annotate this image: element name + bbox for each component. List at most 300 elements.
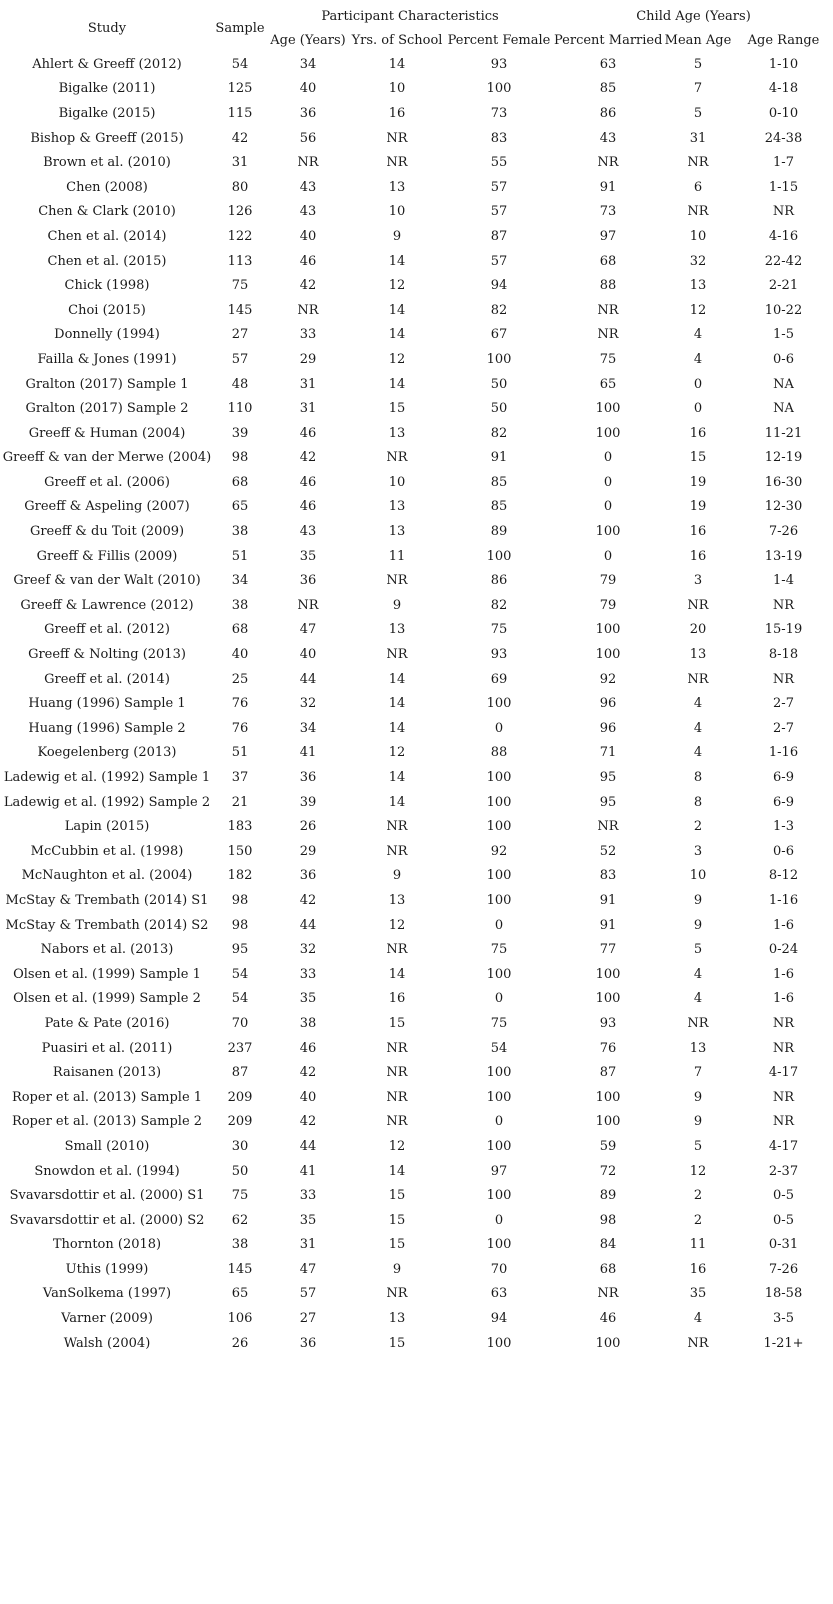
age-range-cell: 1-6 xyxy=(773,991,794,1007)
study-cell: VanSolkema (1997) xyxy=(42,1286,172,1302)
age-range-cell: 13-19 xyxy=(764,548,803,564)
mean-age-cell: NR xyxy=(687,1335,709,1351)
table-row xyxy=(0,372,833,397)
mean-age-cell: 5 xyxy=(693,1138,703,1154)
sample-cell: 62 xyxy=(231,1212,249,1228)
female-cell: 100 xyxy=(486,770,512,786)
age-cell: 42 xyxy=(299,1065,317,1081)
married-cell: 0 xyxy=(603,548,613,564)
study-cell: Chen et al. (2015) xyxy=(47,253,167,269)
school-cell: 12 xyxy=(388,351,406,367)
sample-cell: 65 xyxy=(231,499,249,515)
school-cell: NR xyxy=(386,1114,408,1130)
female-cell: 0 xyxy=(494,1212,504,1228)
school-cell: 9 xyxy=(392,597,402,613)
married-cell: 43 xyxy=(599,130,617,146)
age-range-cell: NR xyxy=(772,671,795,687)
school-cell: 14 xyxy=(388,56,406,72)
age-range-cell: 3-5 xyxy=(773,1311,794,1327)
school-cell: 13 xyxy=(388,499,406,515)
age-cell: 42 xyxy=(299,278,317,294)
sample-cell: 122 xyxy=(227,228,253,244)
sample-cell: 57 xyxy=(231,351,249,367)
married-cell: 83 xyxy=(599,868,617,884)
age-range-cell: 16-30 xyxy=(764,474,803,490)
female-cell: 0 xyxy=(494,991,504,1007)
married-cell: 75 xyxy=(599,351,617,367)
mean-age-cell: 5 xyxy=(693,56,703,72)
study-cell: Greeff & Fillis (2009) xyxy=(36,548,178,564)
female-cell: 100 xyxy=(486,1089,512,1105)
female-cell: 86 xyxy=(490,573,508,589)
table-row xyxy=(0,396,833,421)
mean-age-cell: 4 xyxy=(693,327,703,343)
age-range-cell: 0-6 xyxy=(773,351,794,367)
age-range-cell: NR xyxy=(772,204,795,220)
table-row xyxy=(0,1085,833,1110)
age-cell: 35 xyxy=(299,548,317,564)
school-cell: 14 xyxy=(388,794,406,810)
age-range-cell: 1-21+ xyxy=(763,1335,804,1351)
female-cell: 100 xyxy=(486,892,512,908)
age-cell: 33 xyxy=(299,327,317,343)
school-cell: NR xyxy=(386,647,408,663)
school-cell: 10 xyxy=(388,81,406,97)
age-range-cell: 22-42 xyxy=(764,253,803,269)
age-range-cell: 1-6 xyxy=(773,966,794,982)
table-row xyxy=(0,1110,833,1135)
mean-age-cell: NR xyxy=(687,155,709,171)
table-row xyxy=(0,249,833,274)
age-cell: 29 xyxy=(299,351,317,367)
married-cell: 97 xyxy=(599,228,617,244)
female-cell: 93 xyxy=(490,56,508,72)
age-range-cell: 1-7 xyxy=(773,155,794,171)
sample-cell: 27 xyxy=(231,327,249,343)
study-cell: Greeff & Human (2004) xyxy=(28,425,186,441)
study-cell: Bigalke (2015) xyxy=(58,105,156,121)
study-cell: Raisanen (2013) xyxy=(52,1065,162,1081)
age-cell: 40 xyxy=(299,647,317,663)
married-cell: 98 xyxy=(599,1212,617,1228)
age-range-cell: 10-22 xyxy=(764,302,803,318)
age-cell: 31 xyxy=(299,376,317,392)
mean-age-cell: 13 xyxy=(689,647,707,663)
school-cell: 14 xyxy=(388,720,406,736)
study-cell: Chen & Clark (2010) xyxy=(38,204,176,220)
mean-age-cell: 4 xyxy=(693,991,703,1007)
female-cell: 69 xyxy=(490,671,508,687)
married-cell: 100 xyxy=(595,1114,621,1130)
married-cell: 100 xyxy=(595,991,621,1007)
school-cell: 10 xyxy=(388,474,406,490)
mean-age-cell: NR xyxy=(687,1015,709,1031)
study-cell: Ladewig et al. (1992) Sample 2 xyxy=(3,794,211,810)
married-cell: NR xyxy=(597,327,619,343)
school-cell: 13 xyxy=(388,179,406,195)
school-cell: 9 xyxy=(392,1261,402,1277)
header-age-range: Age Range xyxy=(747,32,820,48)
age-range-cell: 4-16 xyxy=(768,228,799,244)
age-range-cell: NR xyxy=(772,1040,795,1056)
mean-age-cell: 2 xyxy=(693,1212,703,1228)
age-range-cell: 1-16 xyxy=(768,745,799,761)
sample-cell: 76 xyxy=(231,696,249,712)
studies-table xyxy=(0,4,833,1355)
age-range-cell: 1-6 xyxy=(773,917,794,933)
mean-age-cell: 32 xyxy=(689,253,707,269)
female-cell: 0 xyxy=(494,1114,504,1130)
study-cell: Roper et al. (2013) Sample 1 xyxy=(11,1089,203,1105)
study-cell: Nabors et al. (2013) xyxy=(40,942,174,958)
age-cell: 35 xyxy=(299,991,317,1007)
study-cell: Greeff et al. (2006) xyxy=(44,474,170,490)
school-cell: 11 xyxy=(388,548,406,564)
age-cell: 36 xyxy=(299,105,317,121)
study-cell: Gralton (2017) Sample 1 xyxy=(25,376,189,392)
sample-cell: 25 xyxy=(231,671,249,687)
mean-age-cell: 16 xyxy=(689,1261,707,1277)
married-cell: 59 xyxy=(599,1138,617,1154)
sample-cell: 76 xyxy=(231,720,249,736)
age-cell: 47 xyxy=(299,622,317,638)
table-row xyxy=(0,987,833,1012)
study-cell: Olsen et al. (1999) Sample 1 xyxy=(13,966,201,982)
female-cell: 87 xyxy=(490,228,508,244)
age-cell: 32 xyxy=(299,942,317,958)
female-cell: 57 xyxy=(490,179,508,195)
female-cell: 100 xyxy=(486,868,512,884)
age-range-cell: 12-30 xyxy=(764,499,803,515)
married-cell: 76 xyxy=(599,1040,617,1056)
school-cell: 13 xyxy=(388,1311,406,1327)
married-cell: 100 xyxy=(595,1335,621,1351)
mean-age-cell: NR xyxy=(687,597,709,613)
study-cell: Choi (2015) xyxy=(68,302,146,318)
school-cell: NR xyxy=(386,843,408,859)
study-cell: Puasiri et al. (2011) xyxy=(41,1040,173,1056)
age-range-cell: 18-58 xyxy=(764,1286,803,1302)
sample-cell: 182 xyxy=(227,868,253,884)
age-range-cell: 1-15 xyxy=(768,179,799,195)
mean-age-cell: 35 xyxy=(689,1286,707,1302)
header-participant-characteristics: Participant Characteristics xyxy=(321,8,499,24)
age-cell: 43 xyxy=(299,524,317,540)
school-cell: 13 xyxy=(388,524,406,540)
sample-cell: 38 xyxy=(231,597,249,613)
mean-age-cell: 0 xyxy=(693,376,703,392)
married-cell: NR xyxy=(597,302,619,318)
mean-age-cell: 19 xyxy=(689,499,707,515)
table-row xyxy=(0,200,833,225)
study-cell: McCubbin et al. (1998) xyxy=(30,843,184,859)
age-cell: 39 xyxy=(299,794,317,810)
female-cell: 82 xyxy=(490,597,508,613)
study-cell: Bigalke (2011) xyxy=(58,81,156,97)
age-cell: 46 xyxy=(299,474,317,490)
married-cell: NR xyxy=(597,819,619,835)
mean-age-cell: NR xyxy=(687,204,709,220)
mean-age-cell: 16 xyxy=(689,548,707,564)
age-range-cell: 7-26 xyxy=(768,1261,799,1277)
married-cell: 96 xyxy=(599,720,617,736)
sample-cell: 21 xyxy=(231,794,249,810)
school-cell: NR xyxy=(386,1065,408,1081)
female-cell: 0 xyxy=(494,720,504,736)
sample-cell: 38 xyxy=(231,524,249,540)
school-cell: 14 xyxy=(388,302,406,318)
study-cell: Greeff & du Toit (2009) xyxy=(29,524,185,540)
header-yrs-of-school: Yrs. of School xyxy=(351,32,443,48)
school-cell: 14 xyxy=(388,770,406,786)
table-row xyxy=(0,937,833,962)
school-cell: 16 xyxy=(388,105,406,121)
married-cell: 96 xyxy=(599,696,617,712)
age-cell: 42 xyxy=(299,450,317,466)
age-cell: 36 xyxy=(299,868,317,884)
age-cell: 43 xyxy=(299,179,317,195)
table-row xyxy=(0,618,833,643)
married-cell: 0 xyxy=(603,450,613,466)
study-cell: Small (2010) xyxy=(64,1138,150,1154)
study-cell: Bishop & Greeff (2015) xyxy=(30,130,184,146)
table-row xyxy=(0,150,833,175)
married-cell: 100 xyxy=(595,1089,621,1105)
age-cell: 44 xyxy=(299,671,317,687)
female-cell: 75 xyxy=(490,942,508,958)
table-row xyxy=(0,1233,833,1258)
female-cell: 82 xyxy=(490,425,508,441)
age-range-cell: 1-4 xyxy=(773,573,794,589)
mean-age-cell: 13 xyxy=(689,1040,707,1056)
school-cell: NR xyxy=(386,450,408,466)
school-cell: 9 xyxy=(392,868,402,884)
sample-cell: 31 xyxy=(231,155,249,171)
school-cell: 10 xyxy=(388,204,406,220)
married-cell: 68 xyxy=(599,1261,617,1277)
study-cell: McStay & Trembath (2014) S1 xyxy=(5,892,209,908)
age-range-cell: 6-9 xyxy=(773,770,794,786)
mean-age-cell: 4 xyxy=(693,720,703,736)
female-cell: 100 xyxy=(486,819,512,835)
table-row xyxy=(0,544,833,569)
sample-cell: 42 xyxy=(231,130,249,146)
age-range-cell: 6-9 xyxy=(773,794,794,810)
age-cell: 44 xyxy=(299,1138,317,1154)
table-row xyxy=(0,224,833,249)
age-cell: 41 xyxy=(299,745,317,761)
mean-age-cell: 16 xyxy=(689,524,707,540)
age-cell: 33 xyxy=(299,1188,317,1204)
study-cell: Koegelenberg (2013) xyxy=(37,745,177,761)
female-cell: 100 xyxy=(486,966,512,982)
table-header xyxy=(0,4,833,52)
married-cell: 72 xyxy=(599,1163,617,1179)
school-cell: 13 xyxy=(388,622,406,638)
age-range-cell: 0-6 xyxy=(773,843,794,859)
age-range-cell: 1-5 xyxy=(773,327,794,343)
female-cell: 100 xyxy=(486,1188,512,1204)
age-cell: 36 xyxy=(299,1335,317,1351)
age-range-cell: 1-10 xyxy=(768,56,799,72)
sample-cell: 145 xyxy=(227,1261,253,1277)
table-row xyxy=(0,913,833,938)
mean-age-cell: 5 xyxy=(693,105,703,121)
mean-age-cell: 10 xyxy=(689,228,707,244)
mean-age-cell: NR xyxy=(687,671,709,687)
female-cell: 91 xyxy=(490,450,508,466)
table-row xyxy=(0,298,833,323)
mean-age-cell: 3 xyxy=(693,573,703,589)
school-cell: 14 xyxy=(388,376,406,392)
age-cell: 47 xyxy=(299,1261,317,1277)
mean-age-cell: 12 xyxy=(689,302,707,318)
age-range-cell: 7-26 xyxy=(768,524,799,540)
married-cell: 0 xyxy=(603,499,613,515)
school-cell: 9 xyxy=(392,228,402,244)
age-cell: 41 xyxy=(299,1163,317,1179)
age-cell: 42 xyxy=(299,892,317,908)
sample-cell: 237 xyxy=(227,1040,253,1056)
table-row xyxy=(0,495,833,520)
age-range-cell: 0-5 xyxy=(773,1212,794,1228)
married-cell: 100 xyxy=(595,425,621,441)
table-row xyxy=(0,1257,833,1282)
school-cell: 15 xyxy=(388,1335,406,1351)
table-row xyxy=(0,888,833,913)
female-cell: 100 xyxy=(486,1065,512,1081)
married-cell: 100 xyxy=(595,524,621,540)
age-cell: 32 xyxy=(299,696,317,712)
age-cell: 40 xyxy=(299,228,317,244)
table-row xyxy=(0,1060,833,1085)
married-cell: 100 xyxy=(595,966,621,982)
sample-cell: 48 xyxy=(231,376,249,392)
study-cell: Chen et al. (2014) xyxy=(47,228,167,244)
female-cell: 85 xyxy=(490,474,508,490)
mean-age-cell: 20 xyxy=(689,622,707,638)
study-cell: Failla & Jones (1991) xyxy=(37,351,177,367)
age-cell: 42 xyxy=(299,1114,317,1130)
sample-cell: 98 xyxy=(231,892,249,908)
mean-age-cell: 2 xyxy=(693,819,703,835)
header-age-years: Age (Years) xyxy=(270,32,346,48)
sample-cell: 145 xyxy=(227,302,253,318)
married-cell: NR xyxy=(597,155,619,171)
age-cell: 46 xyxy=(299,425,317,441)
female-cell: 75 xyxy=(490,1015,508,1031)
school-cell: 14 xyxy=(388,327,406,343)
married-cell: 91 xyxy=(599,892,617,908)
sample-cell: 26 xyxy=(231,1335,249,1351)
mean-age-cell: 3 xyxy=(693,843,703,859)
study-cell: Lapin (2015) xyxy=(64,819,150,835)
sample-cell: 70 xyxy=(231,1015,249,1031)
age-cell: 36 xyxy=(299,770,317,786)
sample-cell: 65 xyxy=(231,1286,249,1302)
age-cell: 26 xyxy=(299,819,317,835)
table-row xyxy=(0,593,833,618)
mean-age-cell: 8 xyxy=(693,770,703,786)
school-cell: NR xyxy=(386,1040,408,1056)
age-range-cell: NR xyxy=(772,1089,795,1105)
married-cell: 89 xyxy=(599,1188,617,1204)
sample-cell: 126 xyxy=(227,204,253,220)
mean-age-cell: 9 xyxy=(693,1089,703,1105)
study-cell: Ladewig et al. (1992) Sample 1 xyxy=(3,770,211,786)
header-row-groups xyxy=(0,4,833,28)
sample-cell: 95 xyxy=(231,942,249,958)
school-cell: NR xyxy=(386,130,408,146)
table-row xyxy=(0,77,833,102)
study-cell: Greeff et al. (2014) xyxy=(44,671,170,687)
age-range-cell: 8-18 xyxy=(768,647,799,663)
age-cell: 57 xyxy=(299,1286,317,1302)
sample-cell: 54 xyxy=(231,991,249,1007)
married-cell: 84 xyxy=(599,1237,617,1253)
table-row xyxy=(0,323,833,348)
study-cell: Chick (1998) xyxy=(64,278,150,294)
study-cell: Uthis (1999) xyxy=(65,1261,149,1277)
female-cell: 89 xyxy=(490,524,508,540)
school-cell: 12 xyxy=(388,1138,406,1154)
study-cell: McStay & Trembath (2014) S2 xyxy=(5,917,209,933)
school-cell: 14 xyxy=(388,1163,406,1179)
table-row xyxy=(0,790,833,815)
table-row xyxy=(0,446,833,471)
age-cell: 27 xyxy=(299,1311,317,1327)
mean-age-cell: 11 xyxy=(689,1237,707,1253)
mean-age-cell: 19 xyxy=(689,474,707,490)
female-cell: 70 xyxy=(490,1261,508,1277)
age-range-cell: 2-21 xyxy=(768,278,799,294)
sample-cell: 68 xyxy=(231,622,249,638)
married-cell: 92 xyxy=(599,671,617,687)
sample-cell: 54 xyxy=(231,966,249,982)
mean-age-cell: 4 xyxy=(693,745,703,761)
married-cell: 95 xyxy=(599,770,617,786)
female-cell: 73 xyxy=(490,105,508,121)
study-cell: Pate & Pate (2016) xyxy=(44,1015,170,1031)
married-cell: 93 xyxy=(599,1015,617,1031)
female-cell: 100 xyxy=(486,548,512,564)
header-percent-female: Percent Female xyxy=(447,32,551,48)
age-cell: 43 xyxy=(299,204,317,220)
school-cell: 14 xyxy=(388,253,406,269)
study-cell: Varner (2009) xyxy=(61,1311,153,1327)
table-row xyxy=(0,642,833,667)
female-cell: 67 xyxy=(490,327,508,343)
table-row xyxy=(0,1159,833,1184)
study-cell: Greeff et al. (2012) xyxy=(44,622,170,638)
married-cell: 68 xyxy=(599,253,617,269)
female-cell: 75 xyxy=(490,622,508,638)
school-cell: NR xyxy=(386,155,408,171)
sample-cell: 50 xyxy=(231,1163,249,1179)
sample-cell: 38 xyxy=(231,1237,249,1253)
study-cell: Svavarsdottir et al. (2000) S2 xyxy=(9,1212,205,1228)
female-cell: 83 xyxy=(490,130,508,146)
sample-cell: 125 xyxy=(227,81,253,97)
mean-age-cell: 5 xyxy=(693,942,703,958)
age-cell: 31 xyxy=(299,401,317,417)
study-cell: McNaughton et al. (2004) xyxy=(21,868,193,884)
married-cell: 46 xyxy=(599,1311,617,1327)
age-range-cell: 2-37 xyxy=(768,1163,799,1179)
female-cell: 94 xyxy=(490,1311,508,1327)
sample-cell: 75 xyxy=(231,278,249,294)
age-cell: 34 xyxy=(299,720,317,736)
